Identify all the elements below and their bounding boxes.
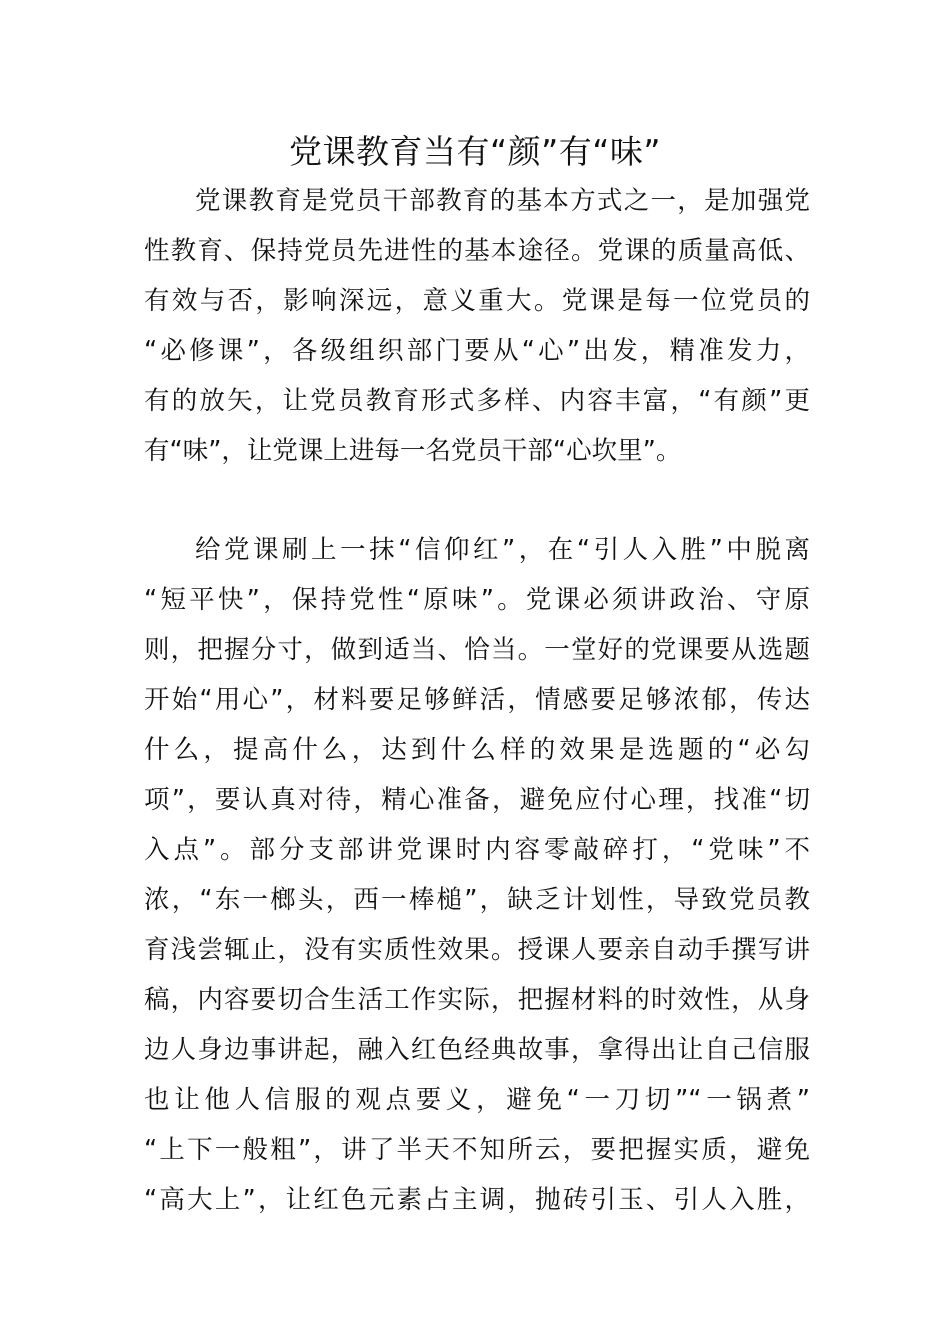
paragraph-1 (144, 176, 810, 476)
paragraph-line: 则，把握分寸，做到适当、恰当。一堂好的党课要从选题 (144, 635, 810, 665)
paragraph-line: 什么，提高什么，达到什么样的效果是选题的“必勾 (144, 735, 810, 765)
paragraph-line: 有“味”，让党课上进每一名党员干部“心坎里”。 (144, 436, 682, 466)
paragraph-line: 入点”。部分支部讲党课时内容零敲碎打，“党味”不 (144, 835, 810, 865)
paragraph-line: “高大上”，让红色元素占主调，抛砖引玉、引人入胜， (144, 1185, 810, 1215)
paragraph-line: 项”，要认真对待，精心准备，避免应付心理，找准“切 (144, 785, 810, 815)
paragraph-line: “必修课”，各级组织部门要从“心”出发，精准发力， (144, 336, 810, 366)
paragraph-line: 边人身边事讲起，融入红色经典故事，拿得出让自己信服 (144, 1035, 810, 1065)
paragraph-line: 有的放矢，让党员教育形式多样、内容丰富，“有颜”更 (144, 386, 810, 416)
paragraph-line: “上下一般粗”，讲了半天不知所云，要把握实质，避免 (144, 1135, 810, 1165)
paragraph-line: 稿，内容要切合生活工作实际，把握材料的时效性，从身 (144, 985, 810, 1015)
paragraph-line: 育浅尝辄止，没有实质性效果。授课人要亲自动手撰写讲 (144, 935, 810, 965)
paragraph-line: 浓，“东一榔头，西一棒槌”，缺乏计划性，导致党员教 (144, 885, 810, 915)
document-title: 党课教育当有“颜”有“味” (289, 132, 661, 171)
paragraph-line: 党课教育是党员干部教育的基本方式之一，是加强党 (195, 186, 810, 216)
paragraph-line: 性教育、保持党员先进性的基本途径。党课的质量高低、 (144, 236, 810, 266)
paragraph-line: “短平快”，保持党性“原味”。党课必须讲政治、守原 (144, 585, 810, 615)
paragraph-2 (144, 525, 810, 1225)
paragraph-line: 开始“用心”，材料要足够鲜活，情感要足够浓郁，传达 (144, 685, 810, 715)
paragraph-line: 也让他人信服的观点要义，避免“一刀切”“一锅煮” (144, 1085, 810, 1115)
paragraph-line: 有效与否，影响深远，意义重大。党课是每一位党员的 (144, 286, 810, 316)
paragraph-line: 给党课刷上一抹“信仰红”，在“引人入胜”中脱离 (195, 535, 810, 565)
